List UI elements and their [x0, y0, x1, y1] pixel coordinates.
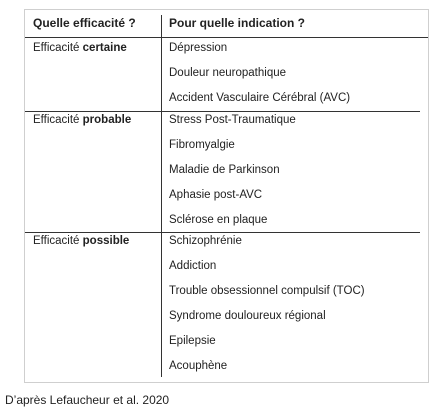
indication-item: Sclérose en plaque — [169, 214, 268, 226]
group-label-probable: Efficacité probable — [33, 114, 132, 126]
indication-item: Schizophrénie — [169, 235, 242, 247]
header-efficacy: Quelle efficacité ? — [33, 16, 136, 30]
group-rule — [25, 232, 420, 233]
column-divider — [161, 15, 162, 377]
indication-item: Accident Vasculaire Cérébral (AVC) — [169, 92, 351, 104]
efficacy-level: certaine — [82, 42, 127, 54]
indication-item: Dépression — [169, 42, 228, 54]
indication-item: Stress Post-Traumatique — [169, 114, 296, 126]
indication-item: Epilepsie — [169, 335, 216, 347]
efficacy-level: probable — [82, 114, 132, 126]
indication-item: Addiction — [169, 260, 217, 272]
header-rule — [25, 37, 428, 38]
indication-item: Trouble obsessionnel compulsif (TOC) — [169, 285, 365, 297]
indication-item: Acouphène — [169, 360, 228, 372]
indication-item: Syndrome douloureux régional — [169, 310, 326, 322]
table-header — [25, 10, 428, 38]
indication-item: Fibromyalgie — [169, 139, 235, 151]
efficacy-table — [24, 9, 429, 383]
indication-item: Douleur neuropathique — [169, 67, 287, 79]
group-label-possible: Efficacité possible — [33, 235, 130, 247]
header-indication: Pour quelle indication ? — [169, 16, 306, 30]
group-rule — [25, 111, 420, 112]
indication-item: Aphasie post-AVC — [169, 189, 263, 201]
group-label-certaine: Efficacité certaine — [33, 42, 127, 54]
source-caption: D’après Lefaucheur et al. 2020 — [5, 393, 170, 407]
efficacy-level: possible — [82, 235, 130, 247]
indication-item: Maladie de Parkinson — [169, 164, 280, 176]
